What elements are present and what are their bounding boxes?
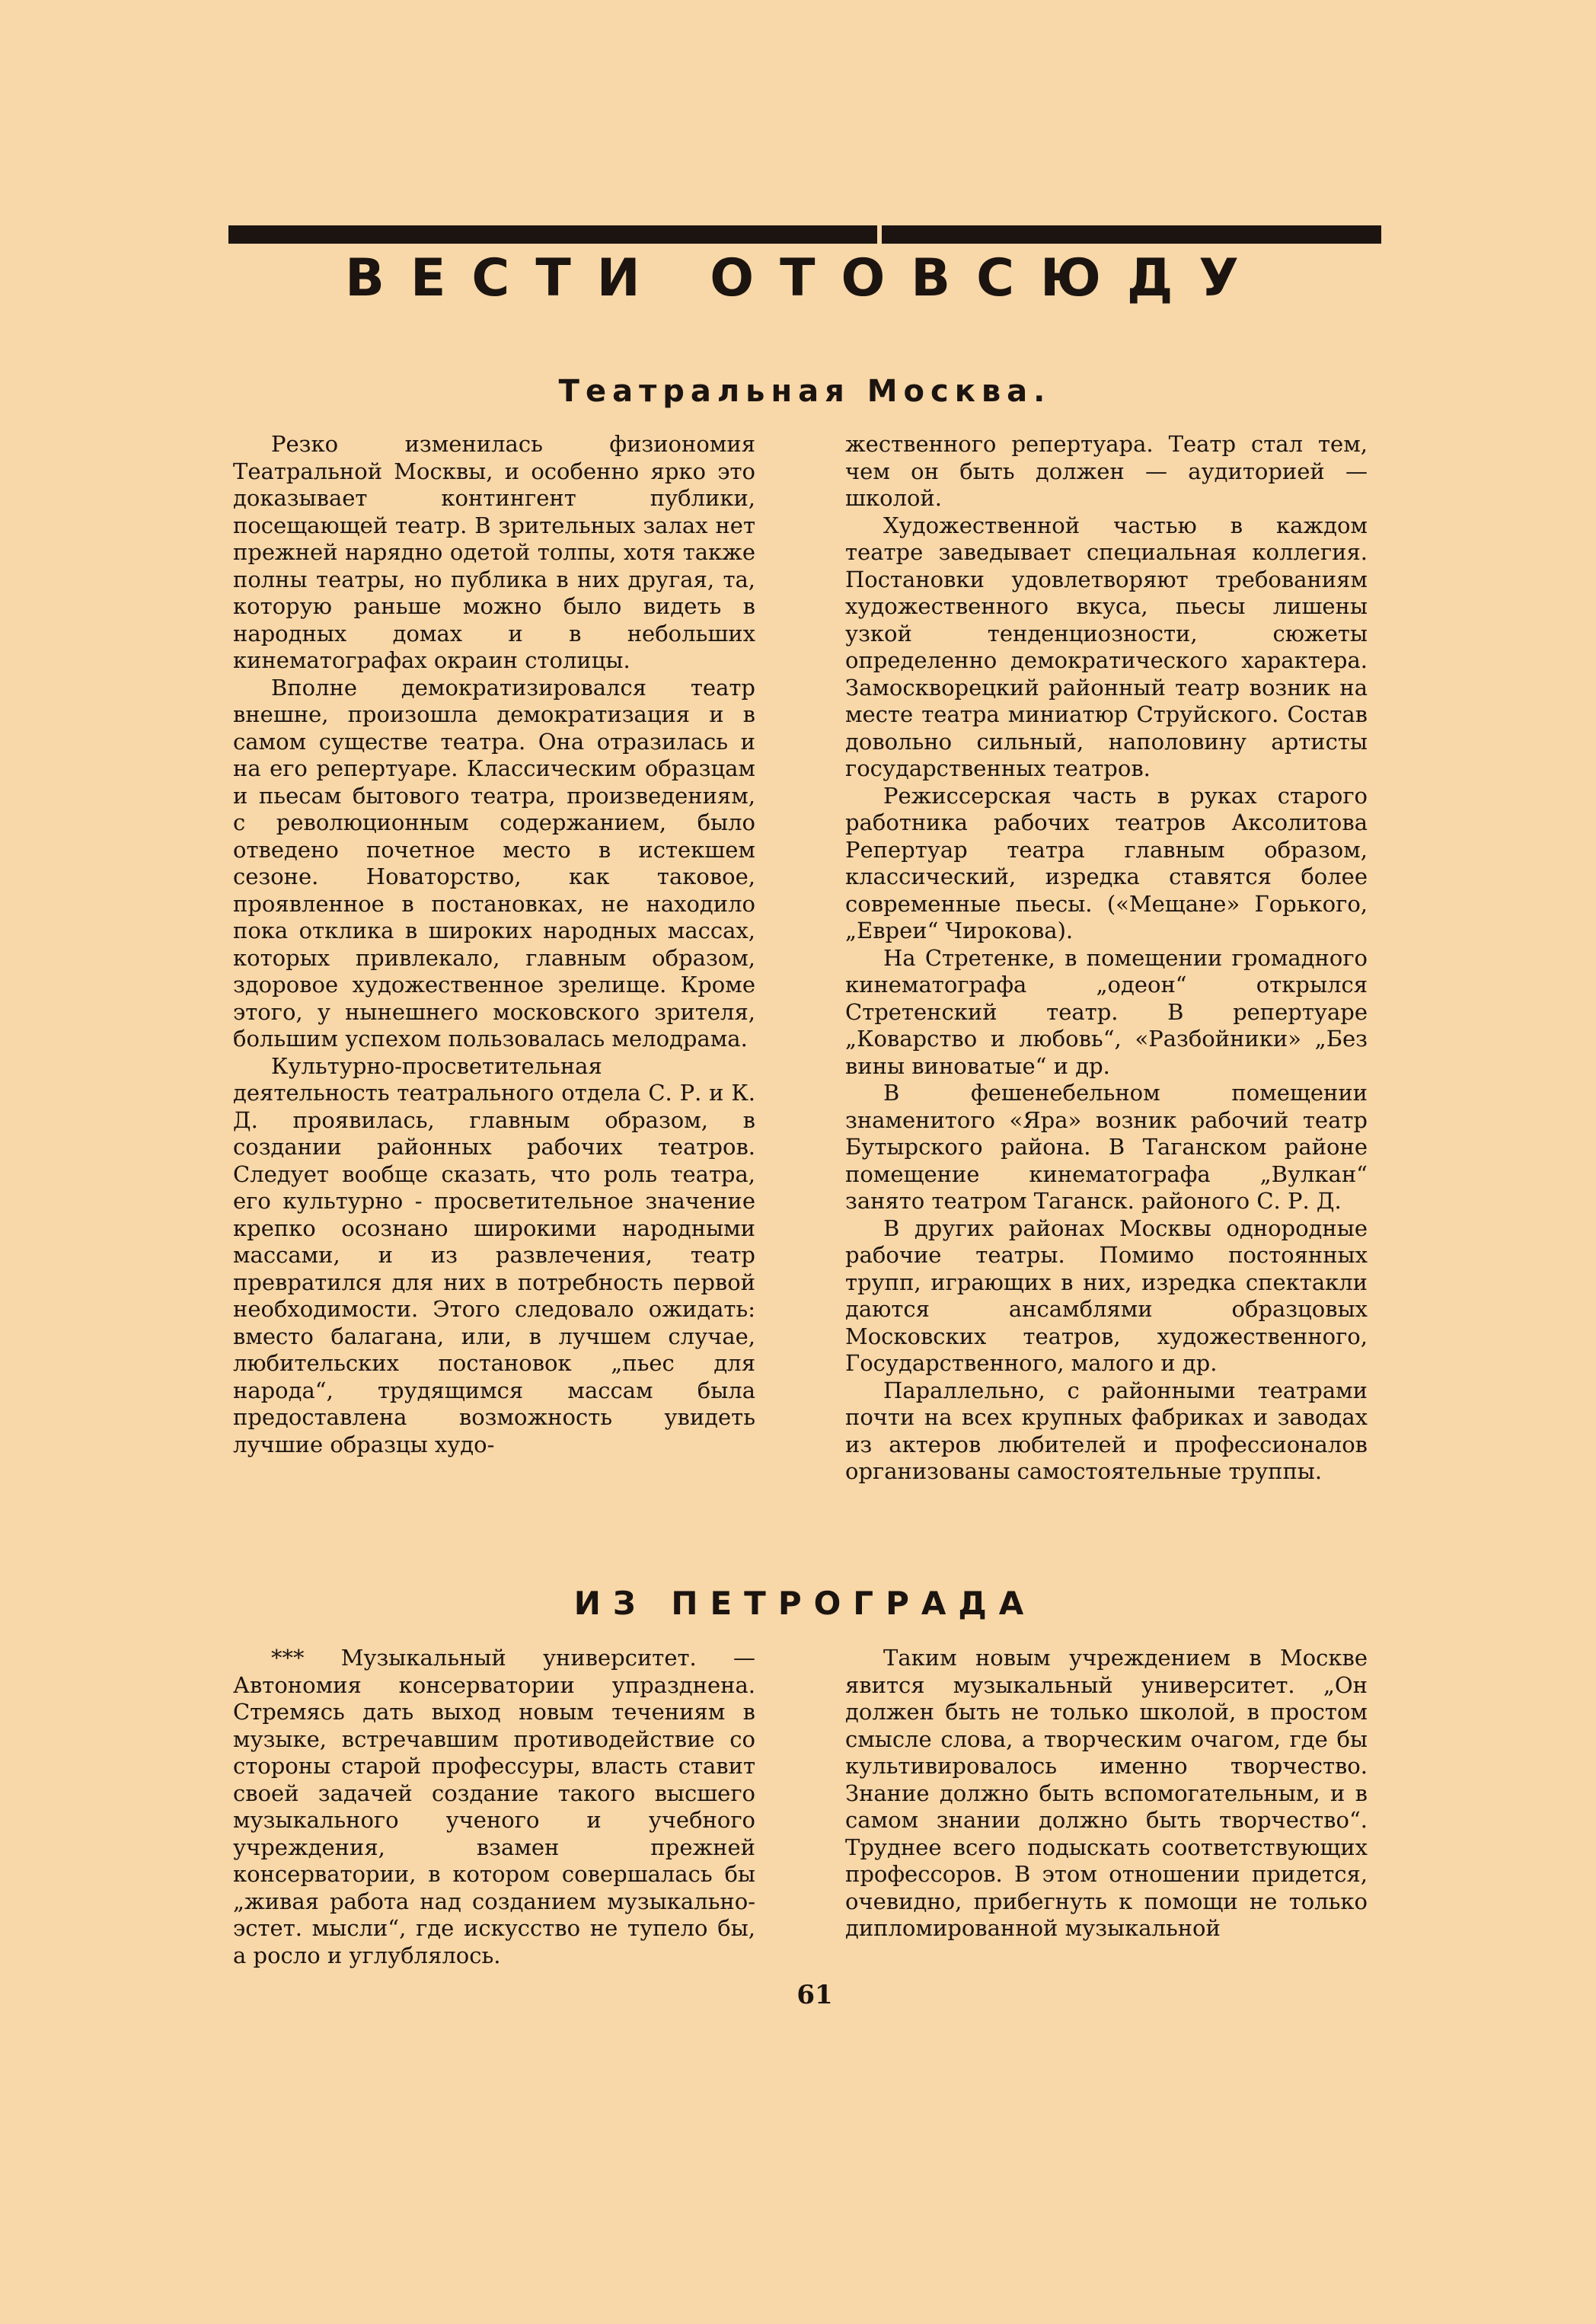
paragraph: На Стретенке, в помещении громадного кинематографа „одеон“ открылся Стретенский театр. В репертуаре „Коварство и любовь“, «Разбойники» „Без вины виноватые“ и др. bbox=[845, 944, 1368, 1079]
moscow-right-column bbox=[845, 431, 1368, 1486]
petrograd-left-column bbox=[233, 1645, 755, 1969]
paragraph: В других районах Москвы однородные рабочие театры. Помимо постоянных трупп, играющих в них, изредка спектакли даются ансамблями образцовых Московских театров, художественного, Государственного, малого и др. bbox=[845, 1215, 1368, 1376]
paragraph: Художественной частью в каждом театре заведывает специальная коллегия. Постановки удовлетворяют требованиям художественного вкуса, пьесы лишены узкой тенденциозности, сюжеты определенно демократического характера. Замоскворецкий районный театр возник на месте театра миниатюр Струйского. Состав довольно сильный, наполовину артисты государственных театров. bbox=[845, 512, 1368, 781]
petrograd-right-column bbox=[845, 1645, 1368, 1943]
paragraph: *** Музыкальный университет. — Автономия консерватории упразднена. Стремясь дать выход новым течениям в музыке, встречавшим противодействие со стороны старой профессуры, власть ставит своей задачей создание такого высшего музыкального ученого и учебного учреждения, взамен прежней консерватории, в котором совершалась бы „живая работа над созданием музыкально-эстет. мысли“, где искусство не тупело бы, а росло и углублялось. bbox=[233, 1645, 755, 1968]
page-number: 61 bbox=[796, 1980, 833, 2010]
section-title-petrograd: ИЗ ПЕТРОГРАДА bbox=[573, 1585, 1036, 1622]
paragraph: жественного репертуара. Театр стал тем, чем он быть должен — аудиторией — школой. bbox=[845, 431, 1368, 511]
masthead-title: ВЕСТИ ОТОВСЮДУ bbox=[345, 248, 1265, 308]
moscow-left-column bbox=[233, 431, 755, 1458]
section-title-moscow: Театральная Москва. bbox=[558, 374, 1052, 409]
paragraph: Режиссерская часть в руках старого работника рабочих театров Аксолитова Репертуар театра главным образом, классический, изредка ставятся более современные пьесы. («Мещане» Горького, „Евреи“ Чирокова). bbox=[845, 782, 1368, 943]
paragraph: Параллельно, с районными театрами почти на всех крупных фабриках и заводах из актеров любителей и профессионалов организованы самостоятельные труппы. bbox=[845, 1377, 1368, 1484]
paragraph: Культурно-просветительная деятельность театрального отдела С. Р. и К. Д. проявилась, главным образом, в создании районных рабочих театров. Следует вообще сказать, что роль театра, его культурно - просветительное значение крепко осознано широкими народными массами, и из развлечения, театр превратился для них в потребность первой необходимости. Этого следовало ожидать: вместо балагана, или, в лучшем случае, любительских постановок „пьес для народа“, трудящимся массам была предоставлена возможность увидеть лучшие образцы худо- bbox=[233, 1052, 755, 1457]
masthead-rule-notch bbox=[877, 225, 882, 244]
paragraph: В фешенебельном помещении знаменитого «Яра» возник рабочий театр Бутырского района. В Таганском районе помещение кинематографа „Вулкан“ занято театром Таганск. районого С. Р. Д. bbox=[845, 1080, 1368, 1214]
paragraph: Вполне демократизировался театр внешне, произошла демократизация и в самом существе театра. Она отразилась и на его репертуаре. Классическим образцам и пьесам бытового театра, произведениям, с революционным содержанием, было отведено почетное место в истекшем сезоне. Новаторство, как таковое, проявленное в постановках, не находило пока отклика в широких народных массах, которых привлекало, главным образом, здоровое художественное зрелище. Кроме этого, у нынешнего московского зрителя, большим успехом пользовалась мелодрама. bbox=[233, 674, 755, 1052]
paragraph: Таким новым учреждением в Москве явится музыкальный университет. „Он должен быть не только школой, в простом смысле слова, а творческим очагом, где бы культивировалось именно творчество. Знание должно быть вспомогательным, и в самом знании должно быть творчество“. Труднее всего подыскать соответствующих профессоров. В этом отношении придется, очевидно, прибегнуть к помощи не только дипломированной музыкальной bbox=[845, 1645, 1368, 1941]
masthead-rule bbox=[228, 225, 1381, 244]
paragraph: Резко изменилась физиономия Театральной Москвы, и особенно ярко это доказывает контингент публики, посещающей театр. В зрительных залах нет прежней нарядно одетой толпы, хотя также полны театры, но публика в них другая, та, которую раньше можно было видеть в народных домах и в небольших кинематографах окраин столицы. bbox=[233, 431, 755, 673]
